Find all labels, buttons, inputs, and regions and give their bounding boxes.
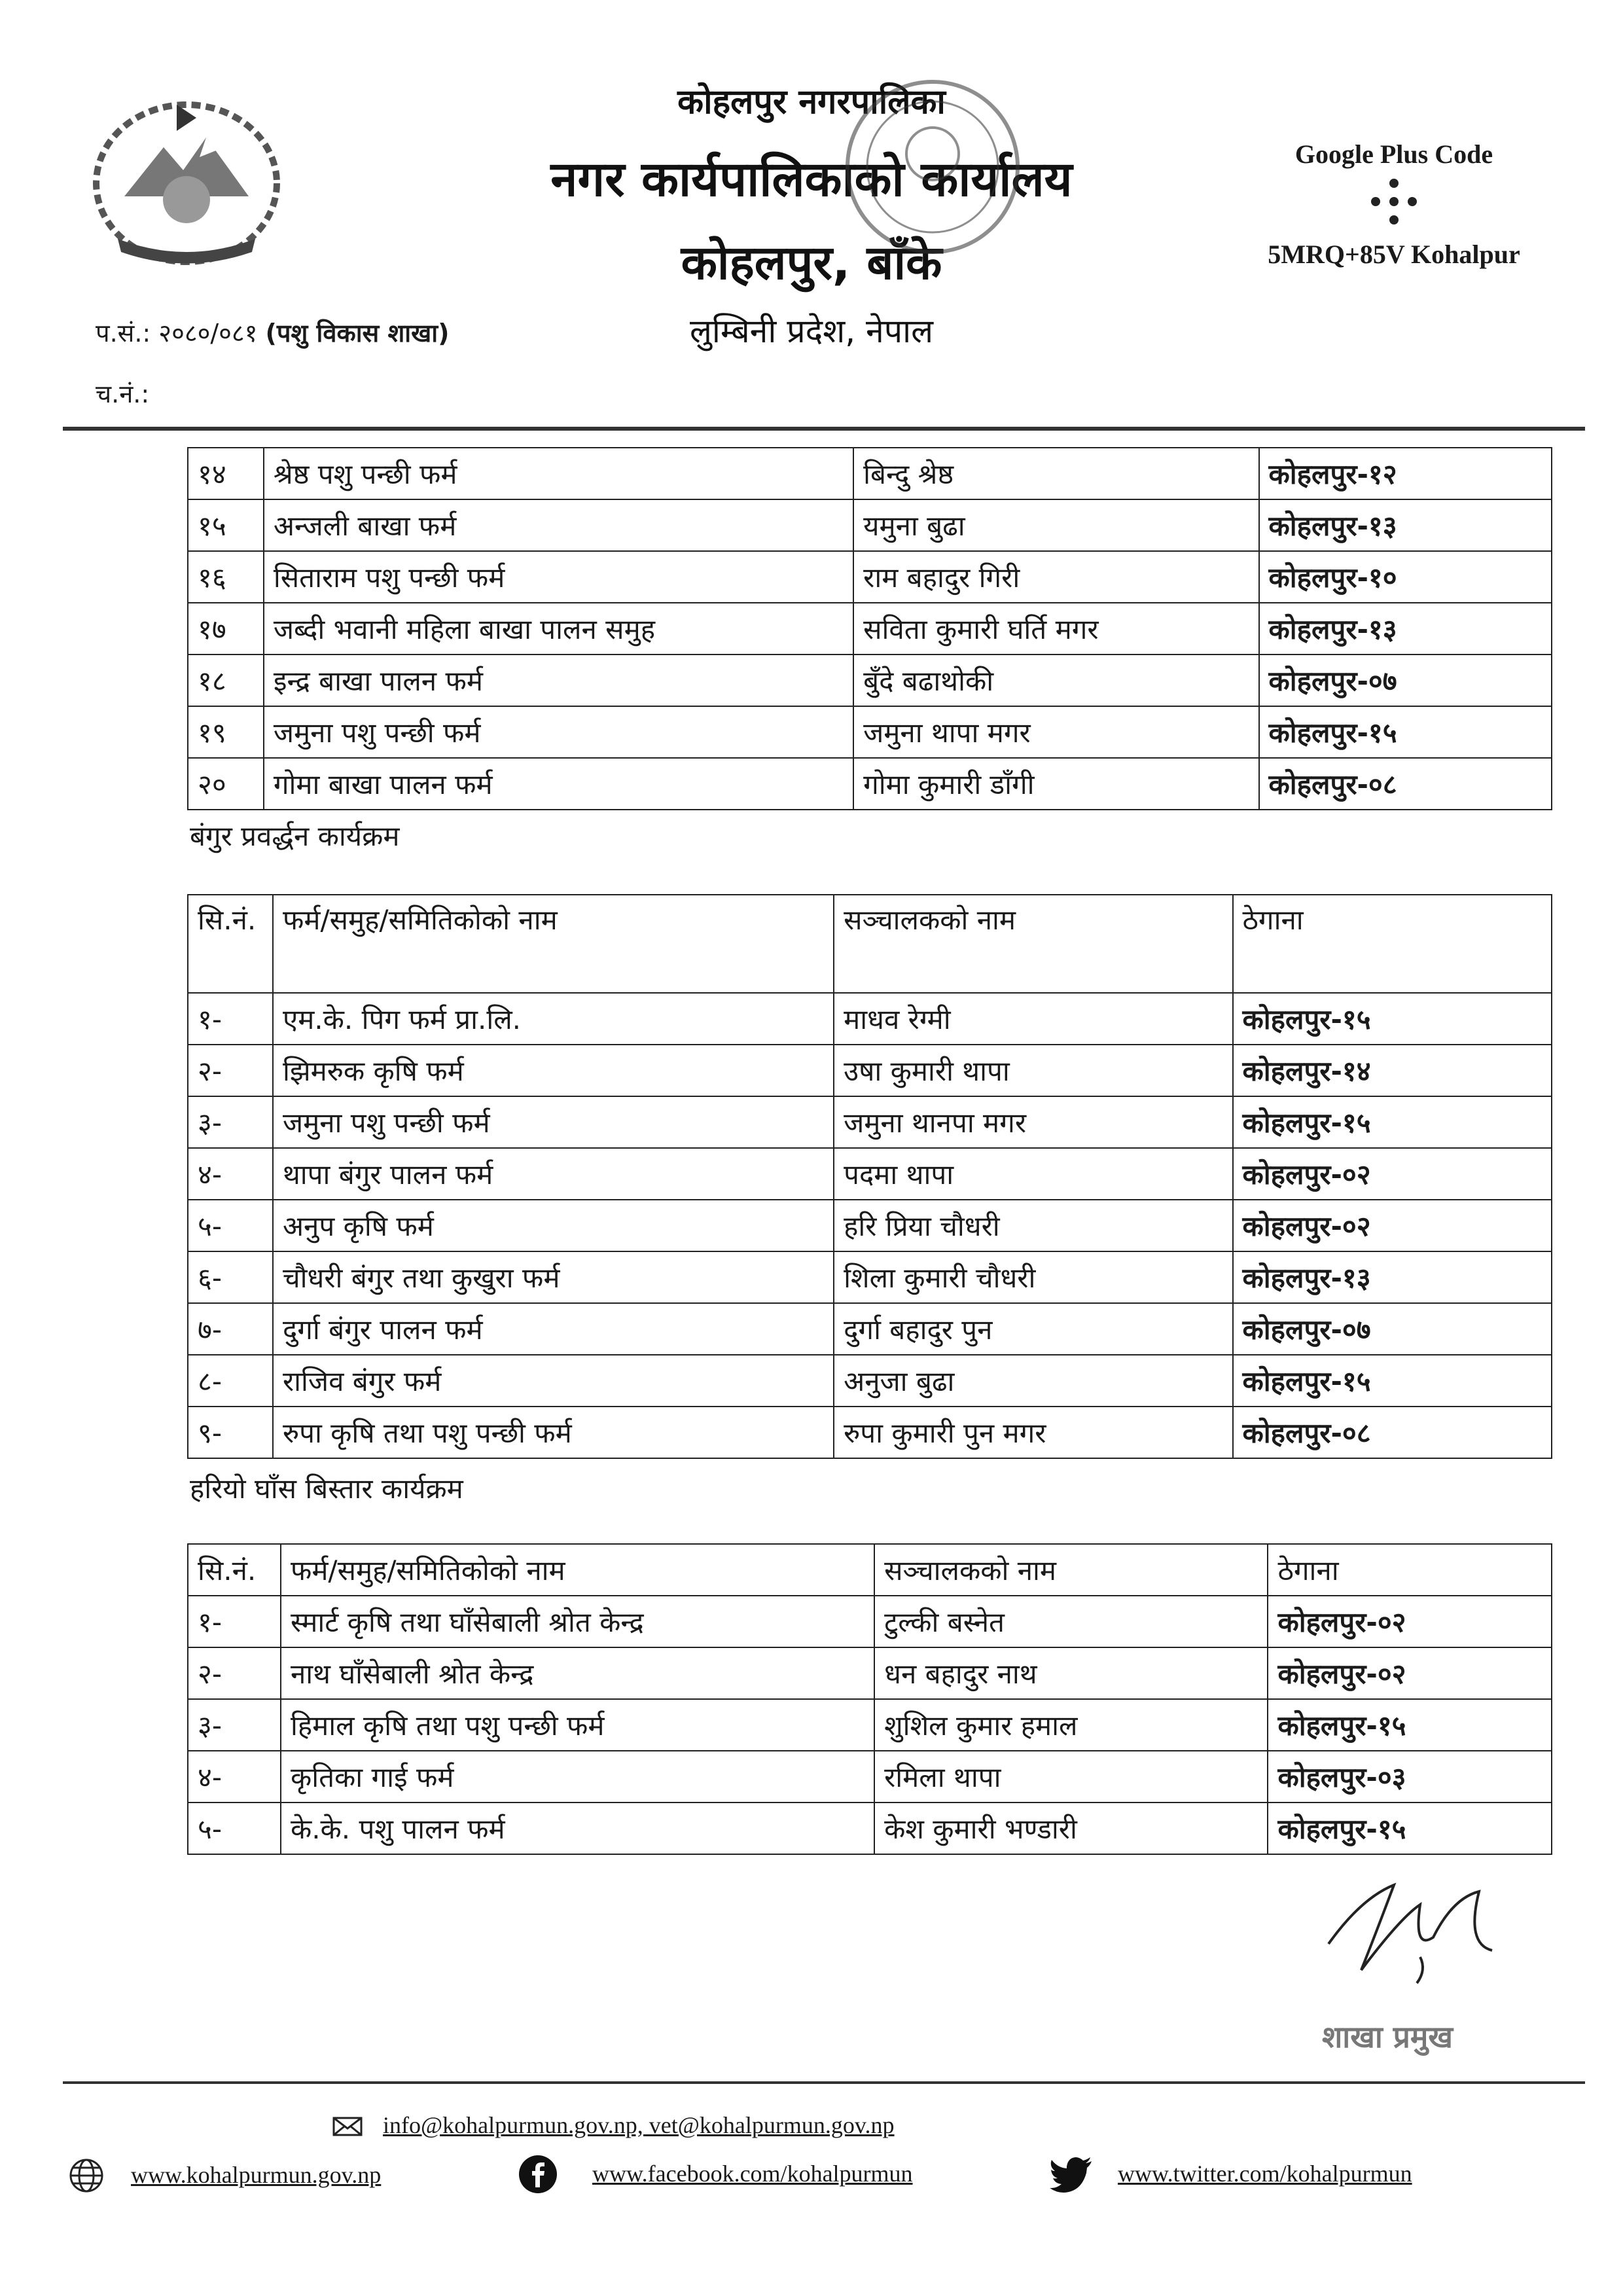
farm-name-cell: रुपा कृषि तथा पशु पन्छी फर्म bbox=[273, 1407, 834, 1458]
farm-name-cell: गोमा बाखा पालन फर्म bbox=[264, 758, 853, 810]
twitter-icon bbox=[1050, 2157, 1093, 2193]
table-row bbox=[188, 603, 1552, 655]
farm-name-cell: हिमाल कृषि तथा पशु पन्छी फर्म bbox=[281, 1699, 874, 1751]
operator-name-cell: रमिला थापा bbox=[874, 1751, 1268, 1803]
serial-cell: १८ bbox=[188, 655, 264, 706]
table-row bbox=[188, 499, 1552, 551]
table-header-row bbox=[188, 895, 1552, 993]
operator-name-cell: धन बहादुर नाथ bbox=[874, 1647, 1268, 1699]
serial-cell: ४- bbox=[188, 1148, 273, 1200]
operator-name-cell: बुँदे बढाथोकी bbox=[853, 655, 1258, 706]
serial-cell: १६ bbox=[188, 551, 264, 603]
farm-name-cell: सिताराम पशु पन्छी फर्म bbox=[264, 551, 853, 603]
header-cell: सञ्चालकको नाम bbox=[834, 895, 1232, 993]
address-cell: कोहलपुर-०८ bbox=[1259, 758, 1552, 810]
operator-name-cell: शिला कुमारी चौधरी bbox=[834, 1251, 1232, 1303]
serial-cell: ३- bbox=[188, 1096, 273, 1148]
address-cell: कोहलपुर-१२ bbox=[1259, 448, 1552, 499]
farm-name-cell: इन्द्र बाखा पालन फर्म bbox=[264, 655, 853, 706]
farm-name-cell: जमुना पशु पन्छी फर्म bbox=[264, 706, 853, 758]
grass-program-table bbox=[187, 1543, 1552, 1855]
table-row bbox=[188, 1251, 1552, 1303]
table-row bbox=[188, 551, 1552, 603]
operator-name-cell: दुर्गा बहादुर पुन bbox=[834, 1303, 1232, 1355]
farm-name-cell: एम.के. पिग फर्म प्रा.लि. bbox=[273, 993, 834, 1045]
pig-program-title: बंगुर प्रवर्द्धन कार्यक्रम bbox=[190, 820, 400, 852]
serial-cell: १- bbox=[188, 1596, 281, 1647]
office-title: नगर कार्यपालिकाको कार्यालय bbox=[550, 151, 1073, 207]
table-row bbox=[188, 1803, 1552, 1854]
google-plus-code bbox=[1243, 139, 1544, 270]
table-row bbox=[188, 1148, 1552, 1200]
serial-cell: २- bbox=[188, 1045, 273, 1096]
pig-program-table bbox=[187, 894, 1552, 1459]
address-cell: कोहलपुर-०८ bbox=[1233, 1407, 1552, 1458]
farm-name-cell: चौधरी बंगुर तथा कुखुरा फर्म bbox=[273, 1251, 834, 1303]
header-cell: फर्म/समुह/समितिकोको नाम bbox=[273, 895, 834, 993]
operator-name-cell: गोमा कुमारी डाँगी bbox=[853, 758, 1258, 810]
table-row bbox=[188, 1647, 1552, 1699]
serial-cell: ६- bbox=[188, 1251, 273, 1303]
operator-name-cell: बिन्दु श्रेष्ठ bbox=[853, 448, 1258, 499]
gpc-label: Google Plus Code bbox=[1294, 139, 1493, 169]
ref-branch: (पशु विकास शाखा) bbox=[265, 319, 450, 348]
header-cell: फर्म/समुह/समितिकोको नाम bbox=[281, 1544, 874, 1596]
facebook-link[interactable]: www.facebook.com/kohalpurmun bbox=[592, 2161, 913, 2187]
address-cell: कोहलपुर-१५ bbox=[1259, 706, 1552, 758]
operator-name-cell: हरि प्रिया चौधरी bbox=[834, 1200, 1232, 1251]
header-cell: सि.नं. bbox=[188, 1544, 281, 1596]
table-row bbox=[188, 993, 1552, 1045]
farm-name-cell: स्मार्ट कृषि तथा घाँसेबाली श्रोत केन्द्र bbox=[281, 1596, 874, 1647]
address-cell: कोहलपुर-१३ bbox=[1259, 499, 1552, 551]
table-row bbox=[188, 1096, 1552, 1148]
farm-name-cell: झिमरुक कृषि फर्म bbox=[273, 1045, 834, 1096]
plus-code-icon bbox=[1355, 175, 1433, 234]
serial-cell: १७ bbox=[188, 603, 264, 655]
address-cell: कोहलपुर-०२ bbox=[1268, 1647, 1552, 1699]
operator-name-cell: जमुना थानपा मगर bbox=[834, 1096, 1232, 1148]
footer-divider bbox=[63, 2081, 1585, 2084]
address-cell: कोहलपुर-०७ bbox=[1233, 1303, 1552, 1355]
table-row bbox=[188, 448, 1552, 499]
farm-name-cell: अन्जली बाखा फर्म bbox=[264, 499, 853, 551]
address-cell: कोहलपुर-१५ bbox=[1268, 1803, 1552, 1854]
serial-cell: १९ bbox=[188, 706, 264, 758]
serial-cell: १४ bbox=[188, 448, 264, 499]
serial-cell: ५- bbox=[188, 1803, 281, 1854]
serial-cell: २० bbox=[188, 758, 264, 810]
municipality-name: कोहलपुर नगरपालिका bbox=[677, 82, 946, 122]
table-row bbox=[188, 706, 1552, 758]
operator-name-cell: अनुजा बुढा bbox=[834, 1355, 1232, 1407]
operator-name-cell: सविता कुमारी घर्ति मगर bbox=[853, 603, 1258, 655]
serial-cell: १५ bbox=[188, 499, 264, 551]
signature-icon bbox=[1322, 1859, 1505, 1996]
table-row bbox=[188, 1699, 1552, 1751]
serial-cell: ९- bbox=[188, 1407, 273, 1458]
address-cell: कोहलपुर-१३ bbox=[1233, 1251, 1552, 1303]
address-cell: कोहलपुर-१५ bbox=[1268, 1699, 1552, 1751]
facebook-icon bbox=[518, 2155, 558, 2194]
email-link[interactable]: info@kohalpurmun.gov.np, vet@kohalpurmun.gov.np bbox=[383, 2112, 895, 2138]
header-cell: ठेगाना bbox=[1233, 895, 1552, 993]
farm-name-cell: अनुप कृषि फर्म bbox=[273, 1200, 834, 1251]
operator-name-cell: पदमा थापा bbox=[834, 1148, 1232, 1200]
serial-cell: ७- bbox=[188, 1303, 273, 1355]
office-stamp-icon bbox=[828, 69, 1037, 265]
header-cell: सि.नं. bbox=[188, 895, 273, 993]
address-cell: कोहलपुर-०७ bbox=[1259, 655, 1552, 706]
farm-name-cell: जब्दी भवानी महिला बाखा पालन समुह bbox=[264, 603, 853, 655]
serial-cell: २- bbox=[188, 1647, 281, 1699]
operator-name-cell: माधव रेग्मी bbox=[834, 993, 1232, 1045]
table-row bbox=[188, 1303, 1552, 1355]
operator-name-cell: टुल्की बस्नेत bbox=[874, 1596, 1268, 1647]
operator-name-cell: रुपा कुमारी पुन मगर bbox=[834, 1407, 1232, 1458]
goat-farm-table-continued bbox=[187, 447, 1552, 810]
farm-name-cell: जमुना पशु पन्छी फर्म bbox=[273, 1096, 834, 1148]
table-row bbox=[188, 1045, 1552, 1096]
address-cell: कोहलपुर-१५ bbox=[1233, 1096, 1552, 1148]
address-cell: कोहलपुर-०२ bbox=[1233, 1148, 1552, 1200]
mail-icon bbox=[332, 2117, 363, 2136]
reference-number bbox=[96, 315, 449, 350]
serial-cell: ५- bbox=[188, 1200, 273, 1251]
twitter-link[interactable]: www.twitter.com/kohalpurmun bbox=[1118, 2161, 1412, 2187]
serial-cell: ३- bbox=[188, 1699, 281, 1751]
table-row bbox=[188, 655, 1552, 706]
table-row bbox=[188, 1751, 1552, 1803]
table-header-row bbox=[188, 1544, 1552, 1596]
farm-name-cell: थापा बंगुर पालन फर्म bbox=[273, 1148, 834, 1200]
operator-name-cell: केश कुमारी भण्डारी bbox=[874, 1803, 1268, 1854]
address-cell: कोहलपुर-१० bbox=[1259, 551, 1552, 603]
farm-name-cell: कृतिका गाई फर्म bbox=[281, 1751, 874, 1803]
table-row bbox=[188, 758, 1552, 810]
ref-label: प.सं.: २०८०/०८१ bbox=[96, 319, 258, 348]
farm-name-cell: राजिव बंगुर फर्म bbox=[273, 1355, 834, 1407]
farm-name-cell: दुर्गा बंगुर पालन फर्म bbox=[273, 1303, 834, 1355]
farm-name-cell: नाथ घाँसेबाली श्रोत केन्द्र bbox=[281, 1647, 874, 1699]
address-cell: कोहलपुर-१५ bbox=[1233, 993, 1552, 1045]
branch-head-label: शाखा प्रमुख bbox=[1322, 2019, 1454, 2054]
address-cell: कोहलपुर-०३ bbox=[1268, 1751, 1552, 1803]
header-cell: ठेगाना bbox=[1268, 1544, 1552, 1596]
table-row bbox=[188, 1355, 1552, 1407]
operator-name-cell: राम बहादुर गिरी bbox=[853, 551, 1258, 603]
operator-name-cell: शुशिल कुमार हमाल bbox=[874, 1699, 1268, 1751]
serial-cell: ८- bbox=[188, 1355, 273, 1407]
dispatch-number: च.नं.: bbox=[96, 380, 150, 408]
address-cell: कोहलपुर-१३ bbox=[1259, 603, 1552, 655]
office-location: कोहलपुर, बाँके bbox=[681, 235, 942, 290]
website-link[interactable]: www.kohalpurmun.gov.np bbox=[131, 2162, 382, 2188]
farm-name-cell: के.के. पशु पालन फर्म bbox=[281, 1803, 874, 1854]
province-label: लुम्बिनी प्रदेश, नेपाल bbox=[689, 312, 934, 350]
serial-cell: १- bbox=[188, 993, 273, 1045]
address-cell: कोहलपुर-१४ bbox=[1233, 1045, 1552, 1096]
address-cell: कोहलपुर-०२ bbox=[1268, 1596, 1552, 1647]
operator-name-cell: जमुना थापा मगर bbox=[853, 706, 1258, 758]
table-row bbox=[188, 1407, 1552, 1458]
operator-name-cell: यमुना बुढा bbox=[853, 499, 1258, 551]
farm-name-cell: श्रेष्ठ पशु पन्छी फर्म bbox=[264, 448, 853, 499]
table-row bbox=[188, 1596, 1552, 1647]
serial-cell: ४- bbox=[188, 1751, 281, 1803]
header-divider bbox=[63, 427, 1585, 431]
operator-name-cell: उषा कुमारी थापा bbox=[834, 1045, 1232, 1096]
globe-icon bbox=[68, 2157, 105, 2194]
address-cell: कोहलपुर-१५ bbox=[1233, 1355, 1552, 1407]
header-cell: सञ्चालकको नाम bbox=[874, 1544, 1268, 1596]
gpc-code: 5MRQ+85V Kohalpur bbox=[1268, 240, 1520, 269]
grass-program-title: हरियो घाँस बिस्तार कार्यक्रम bbox=[190, 1473, 463, 1505]
address-cell: कोहलपुर-०२ bbox=[1233, 1200, 1552, 1251]
table-row bbox=[188, 1200, 1552, 1251]
